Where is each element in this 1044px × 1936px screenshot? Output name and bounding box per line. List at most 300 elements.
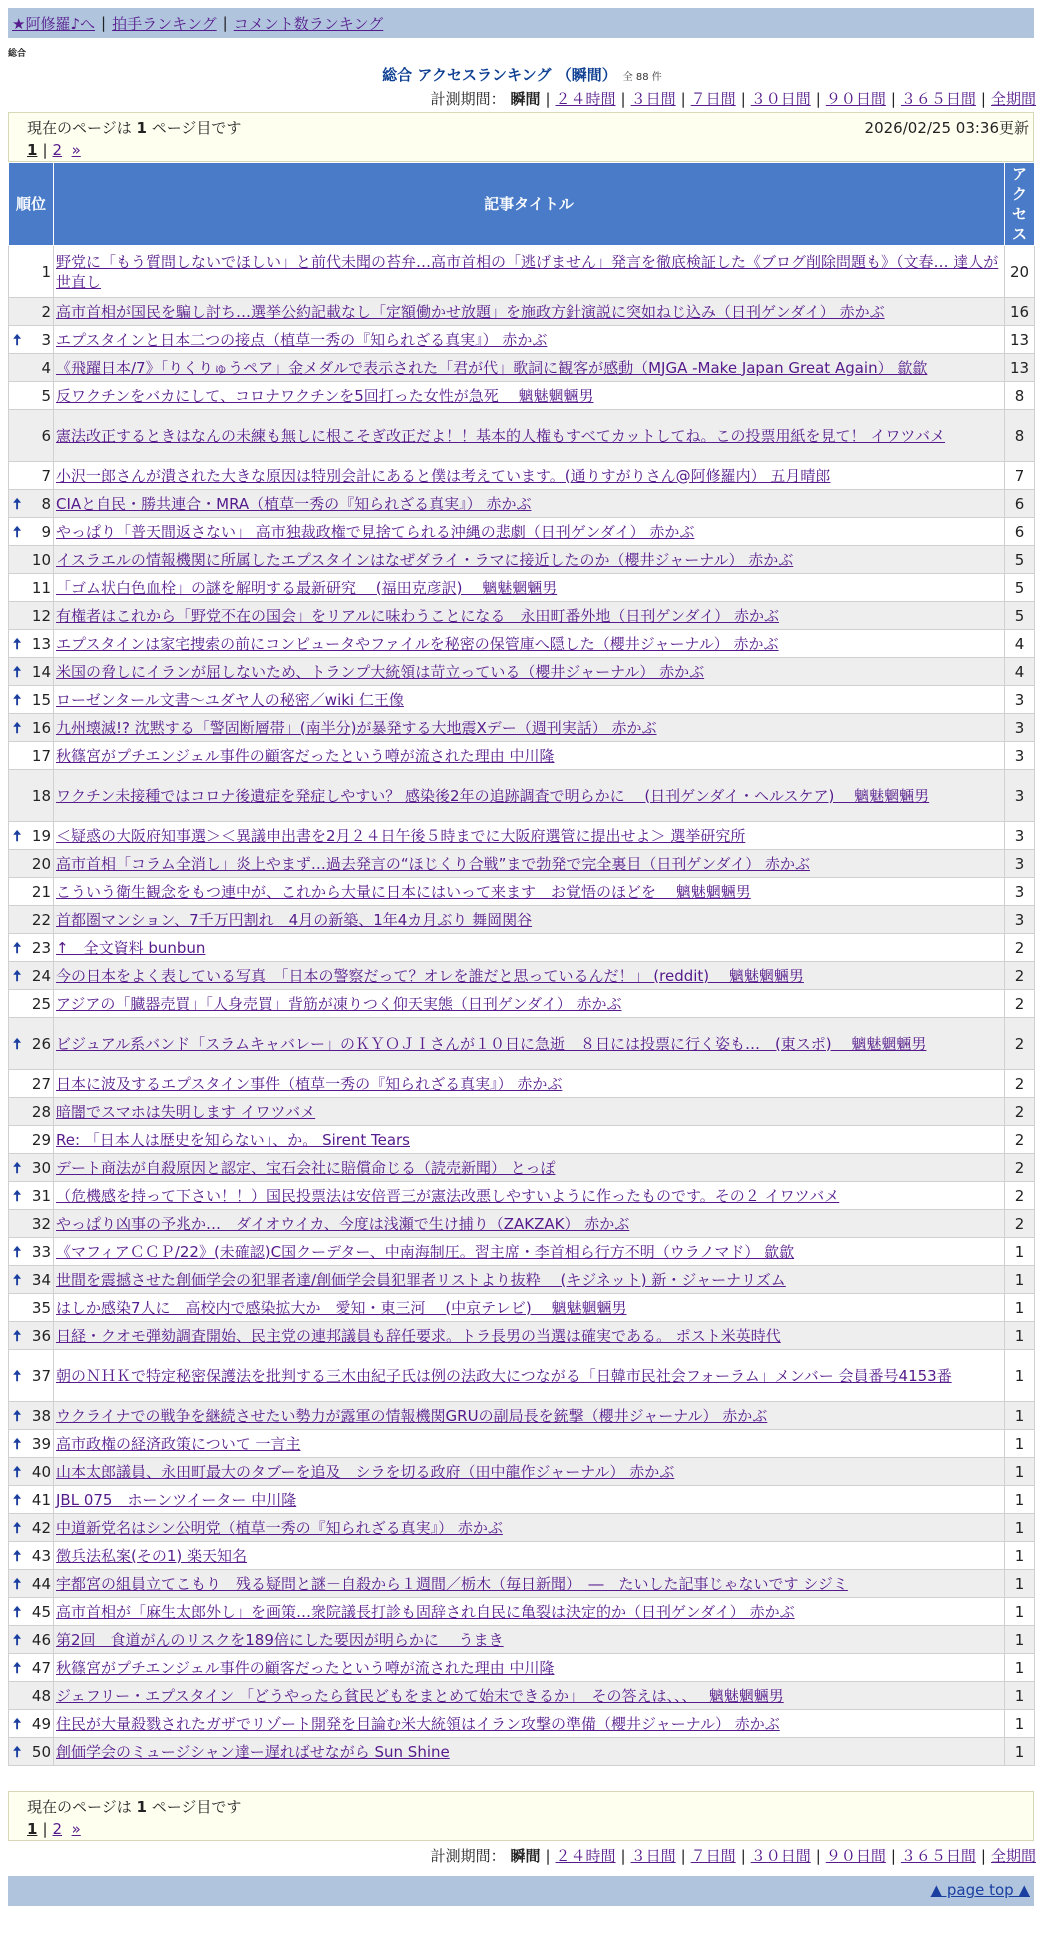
rank-up-arrow-icon: 🠅: [13, 662, 22, 681]
table-row: [9, 714, 1035, 742]
rank-up-arrow-icon: 🠅: [13, 938, 22, 957]
rank-cell: [9, 602, 54, 630]
rank-cell: [9, 1598, 54, 1626]
period-option-4[interactable]: ９０日間: [825, 90, 886, 108]
rank-number: 47: [31, 1658, 51, 1677]
table-row: [9, 1154, 1035, 1182]
rank-number: 3: [41, 330, 51, 349]
rank-number: 35: [31, 1298, 51, 1317]
access-count: 8: [1005, 410, 1035, 462]
table-row: [9, 1654, 1035, 1682]
article-link[interactable]: 首都圏マンション、7千万円割れ 4月の新築、1年4カ月ぶり 舞岡関谷: [56, 910, 533, 929]
rank-cell: [9, 326, 54, 354]
rank-number: 33: [31, 1242, 51, 1261]
table-row: [9, 410, 1035, 462]
rank-number: 31: [31, 1186, 51, 1205]
table-row: [9, 906, 1035, 934]
table-row: [9, 574, 1035, 602]
article-link[interactable]: 反ワクチンをバカにして、コロナワクチンを5回打った女性が急死 魑魅魍魎男: [56, 386, 594, 405]
article-link[interactable]: デート商法が自殺原因と認定、宝石会社に賠償命じる（読売新聞） とっぽ: [56, 1158, 556, 1177]
article-link[interactable]: 朝のＮＨＫで特定秘密保護法を批判する三木由紀子氏は例の法政大につながる「日韓市民社会フォーラム」メンバー 会員番号4153番: [56, 1366, 952, 1385]
column-header-title: 記事タイトル: [54, 163, 1005, 246]
rank-cell: [9, 1682, 54, 1710]
title-cell: [54, 1598, 1005, 1626]
period-label: 計測期間：: [430, 1847, 506, 1865]
rank-cell: [9, 1350, 54, 1402]
article-link[interactable]: 《マフィアＣＣＰ/22》(未確認)C国クーデター、中南海制圧。習主席・李首相ら行方不明（ウラノマド） 歙歙: [56, 1242, 795, 1261]
pager-bottom: [8, 1791, 1034, 1841]
access-count: 13: [1005, 354, 1035, 382]
title-cell: [54, 990, 1005, 1018]
rank-cell: [9, 574, 54, 602]
access-count: 3: [1005, 906, 1035, 934]
access-count: 3: [1005, 770, 1035, 822]
access-count: 1: [1005, 1238, 1035, 1266]
title-cell: [54, 630, 1005, 658]
article-link[interactable]: エプスタインは家宅捜索の前にコンピュータやファイルを秘密の保管庫へ隠した（櫻井ジャーナル） 赤かぶ: [56, 634, 779, 653]
pager-prefix: 現在のページは: [27, 119, 132, 137]
article-link[interactable]: ウクライナでの戦争を継続させたい勢力が露軍の情報機関GRUの副局長を銃撃（櫻井ジャーナル） 赤かぶ: [56, 1406, 768, 1425]
rank-cell: [9, 1430, 54, 1458]
access-count: 4: [1005, 630, 1035, 658]
rank-cell: [9, 990, 54, 1018]
title-cell: [54, 962, 1005, 990]
title-cell: [54, 574, 1005, 602]
title-cell: [54, 1238, 1005, 1266]
table-row: [9, 630, 1035, 658]
access-count: 1: [1005, 1486, 1035, 1514]
access-count: 5: [1005, 574, 1035, 602]
table-row: [9, 1486, 1035, 1514]
period-option-2[interactable]: ７日間: [690, 90, 736, 108]
rank-up-arrow-icon: 🠅: [13, 1658, 22, 1677]
table-row: [9, 1402, 1035, 1430]
access-count: 1: [1005, 1738, 1035, 1766]
rank-number: 43: [31, 1546, 51, 1565]
table-row: [9, 354, 1035, 382]
rank-number: 49: [31, 1714, 51, 1733]
title-cell: [54, 878, 1005, 906]
rank-number: 20: [31, 854, 51, 873]
period-separator: |: [620, 1847, 626, 1865]
title-cell: [54, 906, 1005, 934]
rank-cell: [9, 490, 54, 518]
article-link[interactable]: Re: 「日本人は歴史を知らない」、か。 Sirent Tears: [56, 1130, 410, 1149]
access-count: 2: [1005, 1098, 1035, 1126]
category-label: 総合: [8, 49, 27, 59]
period-separator: |: [680, 90, 686, 108]
table-row: [9, 1182, 1035, 1210]
period-current: 瞬間: [510, 1847, 541, 1865]
rank-number: 9: [41, 522, 51, 541]
rank-number: 18: [31, 786, 51, 805]
access-count: 2: [1005, 934, 1035, 962]
period-separator: |: [680, 1847, 686, 1865]
rank-number: 15: [31, 690, 51, 709]
page-link-2[interactable]: 2: [52, 141, 63, 159]
article-link[interactable]: 世間を震撼させた創価学会の犯罪者達/創価学会員犯罪者リストより抜粋 (キジネット) 新・ジャーナリズム: [56, 1270, 786, 1289]
rank-number: 28: [31, 1102, 51, 1121]
rank-cell: [9, 1626, 54, 1654]
rank-up-arrow-icon: 🠅: [13, 1630, 22, 1649]
period-option-3[interactable]: ３０日間: [750, 1847, 811, 1865]
table-row: [9, 1430, 1035, 1458]
rank-cell: [9, 1182, 54, 1210]
table-row: [9, 1570, 1035, 1598]
article-link[interactable]: 中道新党名はシン公明党（植草一秀の『知られざる真実』） 赤かぶ: [56, 1518, 503, 1537]
current-page-text: [27, 117, 241, 138]
rank-cell: [9, 354, 54, 382]
title-cell: [54, 1430, 1005, 1458]
article-link[interactable]: 宇都宮の組員立てこもり 残る疑問と謎－自殺から１週間／栃木（毎日新聞） ― たいした記事じゃないです シジミ: [56, 1574, 848, 1593]
rank-number: 50: [31, 1742, 51, 1761]
period-option-2[interactable]: ７日間: [690, 1847, 736, 1865]
table-row: [9, 658, 1035, 686]
period-separator: |: [545, 90, 551, 108]
rank-number: 1: [41, 262, 51, 281]
table-row: [9, 1266, 1035, 1294]
rank-up-arrow-icon: 🠅: [13, 1270, 22, 1289]
title-cell: [54, 658, 1005, 686]
article-link[interactable]: 徴兵法私案(その1) 楽天知名: [56, 1546, 248, 1565]
title-cell: [54, 1710, 1005, 1738]
title-cell: [54, 546, 1005, 574]
rank-cell: [9, 462, 54, 490]
pager-top: [8, 112, 1034, 162]
rank-up-arrow-icon: 🠅: [13, 494, 22, 513]
article-link[interactable]: 高市首相「コラム全消し」炎上やまず…過去発言の“ほじくり合戦”まで勃発で完全裏目（日刊ゲンダイ） 赤かぶ: [56, 854, 810, 873]
rank-cell: [9, 1542, 54, 1570]
rank-cell: [9, 246, 54, 298]
title-cell: [54, 354, 1005, 382]
access-count: 3: [1005, 714, 1035, 742]
table-row: [9, 878, 1035, 906]
table-row: [9, 962, 1035, 990]
rank-up-arrow-icon: 🠅: [13, 634, 22, 653]
rank-up-arrow-icon: 🠅: [13, 1742, 22, 1761]
title-cell: [54, 1514, 1005, 1542]
rank-number: 37: [31, 1366, 51, 1385]
title-cell: [54, 770, 1005, 822]
access-count: 3: [1005, 850, 1035, 878]
title-cell: [54, 382, 1005, 410]
period-label: 計測期間：: [430, 90, 506, 108]
comment-ranking-link[interactable]: コメント数ランキング: [233, 14, 384, 33]
access-count: 8: [1005, 382, 1035, 410]
rank-number: 26: [31, 1034, 51, 1053]
table-row: [9, 742, 1035, 770]
article-link[interactable]: 山本太郎議員、永田町最大のタブーを追及 シラを切る政府（田中龍作ジャーナル） 赤かぶ: [56, 1462, 675, 1481]
table-row: [9, 1350, 1035, 1402]
title-cell: [54, 462, 1005, 490]
period-separator: |: [815, 1847, 821, 1865]
access-count: 2: [1005, 1070, 1035, 1098]
access-count: 2: [1005, 990, 1035, 1018]
ranking-table: [8, 162, 1035, 1766]
access-count: 1: [1005, 1430, 1035, 1458]
rank-cell: [9, 1402, 54, 1430]
period-selector-bottom: [431, 1845, 1036, 1866]
rank-cell: [9, 410, 54, 462]
title-cell: [54, 1070, 1005, 1098]
article-link[interactable]: こういう衛生観念をもつ連中が、これから大量に日本にはいって来ます お覚悟のほどを 魑魅魍魎男: [56, 882, 751, 901]
article-link[interactable]: ジェフリー・エプスタイン 「どうやったら貧民どもをまとめて始末できるか」 その答えは、、、 魑魅魍魎男: [56, 1686, 784, 1705]
title-cell: [54, 1018, 1005, 1070]
access-count: 1: [1005, 1654, 1035, 1682]
table-row: [9, 382, 1035, 410]
article-link[interactable]: 住民が大量殺戮されたガザでリゾート開発を目論む米大統領はイラン攻撃の準備（櫻井ジャーナル） 赤かぶ: [56, 1714, 780, 1733]
article-link[interactable]: 米国の脅しにイランが屈しないため、トランプ大統領は苛立っている（櫻井ジャーナル） 赤かぶ: [56, 662, 705, 681]
article-link[interactable]: （危機感を持って下さい！！）国民投票法は安倍晋三が憲法改悪しやすいように作ったものです。その２ イワツバメ: [56, 1186, 840, 1205]
rank-number: 22: [31, 910, 51, 929]
rank-number: 36: [31, 1326, 51, 1345]
title-cell: [54, 1098, 1005, 1126]
period-option-5[interactable]: ３６５日間: [900, 1847, 976, 1865]
table-row: [9, 490, 1035, 518]
access-count: 2: [1005, 1154, 1035, 1182]
article-link[interactable]: 日経・クオモ弾劾調査開始、民主党の連邦議員も辞任要求。トラ長男の当選は確実である。 ポスト米英時代: [56, 1326, 781, 1345]
table-row: [9, 546, 1035, 574]
page-link-current[interactable]: 1: [27, 141, 38, 159]
title-cell: [54, 1294, 1005, 1322]
access-count: 2: [1005, 1182, 1035, 1210]
article-link[interactable]: イスラエルの情報機関に所属したエプスタインはなぜダライ・ラマに接近したのか（櫻井ジャーナル） 赤かぶ: [56, 550, 794, 569]
article-link[interactable]: ↑ 全文資料 bunbun: [56, 938, 206, 957]
article-link[interactable]: やっぱり凶事の予兆か… ダイオウイカ、今度は浅瀬で生け捕り（ZAKZAK） 赤かぶ: [56, 1214, 630, 1233]
rank-up-arrow-icon: 🠅: [13, 1574, 22, 1593]
table-row: [9, 686, 1035, 714]
rank-cell: [9, 962, 54, 990]
article-link[interactable]: 高市首相が国民を騙し討ち…選挙公約記載なし「定額働かせ放題」を施政方針演説に突如ねじ込み（日刊ゲンダイ） 赤かぶ: [56, 302, 885, 321]
table-row: [9, 1126, 1035, 1154]
title-cell: [54, 326, 1005, 354]
title-cell: [54, 602, 1005, 630]
rank-up-arrow-icon: 🠅: [13, 1186, 22, 1205]
period-option-3[interactable]: ３０日間: [750, 90, 811, 108]
title-cell: [54, 1266, 1005, 1294]
rank-number: 7: [41, 466, 51, 485]
period-option-1[interactable]: ３日間: [630, 1847, 676, 1865]
rank-cell: [9, 714, 54, 742]
article-link[interactable]: 暗闇でスマホは失明します イワツバメ: [56, 1102, 316, 1121]
rank-cell: [9, 1570, 54, 1598]
rank-up-arrow-icon: 🠅: [13, 1158, 22, 1177]
article-link[interactable]: ワクチン未接種ではコロナ後遺症を発症しやすい？ 感染後2年の追跡調査で明らかに (日刊ゲンダイ・ヘルスケア) 魑魅魍魎男: [56, 786, 930, 805]
table-row: [9, 1322, 1035, 1350]
table-row: [9, 1098, 1035, 1126]
title-cell: [54, 1458, 1005, 1486]
period-option-1[interactable]: ３日間: [630, 90, 676, 108]
access-count: 3: [1005, 822, 1035, 850]
article-link[interactable]: 「ゴム状白色血栓」の謎を解明する最新研究 (福田克彦訳) 魑魅魍魎男: [56, 578, 558, 597]
article-link[interactable]: 秋篠宮がプチエンジェル事件の顧客だったという噂が流された理由 中川隆: [56, 1658, 555, 1677]
table-row: [9, 1070, 1035, 1098]
ranking-title: 総合 アクセスランキング （瞬間）: [382, 66, 617, 84]
article-link[interactable]: 第2回 食道がんのリスクを189倍にした要因が明らかに うまき: [56, 1630, 504, 1649]
article-link[interactable]: ＜疑惑の大阪府知事選＞＜異議申出書を2月２４日午後５時までに大阪府選管に提出せよ＞ 選挙研究所: [56, 826, 746, 845]
rank-up-arrow-icon: 🠅: [13, 522, 22, 541]
page-separator: |: [42, 141, 48, 159]
page-link-2[interactable]: 2: [52, 1820, 63, 1838]
rank-up-arrow-icon: 🠅: [13, 1366, 22, 1385]
access-count: 2: [1005, 1018, 1035, 1070]
article-link[interactable]: 高市政権の経済政策について 一言主: [56, 1434, 301, 1453]
article-link[interactable]: 創価学会のミュージシャン達ー遅ればせながら Sun Shine: [56, 1742, 450, 1761]
rank-number: 21: [31, 882, 51, 901]
access-count: 6: [1005, 518, 1035, 546]
article-link[interactable]: 《飛躍日本/7》「りくりゅうペア」金メダルで表示された「君が代」歌詞に観客が感動（MJGA -Make Japan Great Again） 歙歙: [56, 358, 928, 377]
rank-cell: [9, 630, 54, 658]
access-count: 1: [1005, 1266, 1035, 1294]
table-row: [9, 518, 1035, 546]
rank-number: 4: [41, 358, 51, 377]
title-cell: [54, 714, 1005, 742]
rank-up-arrow-icon: 🠅: [13, 1490, 22, 1509]
period-separator: |: [740, 1847, 746, 1865]
rank-number: 5: [41, 386, 51, 405]
table-row: [9, 1710, 1035, 1738]
page-next-link[interactable]: »: [71, 1820, 81, 1838]
period-option-6[interactable]: 全期間: [990, 1847, 1036, 1865]
title-cell: [54, 822, 1005, 850]
access-count: 5: [1005, 546, 1035, 574]
article-link[interactable]: はしか感染7人に 高校内で感染拡大か 愛知・東三河 (中京テレビ) 魑魅魍魎男: [56, 1298, 627, 1317]
table-row: [9, 822, 1035, 850]
article-link[interactable]: 野党に「もう質問しないでほしい」と前代未聞の苔弁…高市首相の「逃げません」発言を徹底検証した《ブログ削除問題も》（文春… 達人が世直し: [56, 252, 999, 291]
rank-number: 39: [31, 1434, 51, 1453]
pager-suffix: ページ目です: [151, 119, 242, 137]
clap-ranking-link[interactable]: 拍手ランキング: [112, 14, 217, 33]
rank-cell: [9, 298, 54, 326]
article-link[interactable]: JBL 075 ホーンツイーター 中川隆: [56, 1490, 297, 1509]
article-link[interactable]: やっぱり「普天間返さない」 高市独裁政権で見捨てられる沖縄の悲劇（日刊ゲンダイ） 赤かぶ: [56, 522, 695, 541]
access-count: 13: [1005, 326, 1035, 354]
period-separator: |: [890, 90, 896, 108]
table-row: [9, 934, 1035, 962]
period-separator: |: [890, 1847, 896, 1865]
title-cell: [54, 518, 1005, 546]
article-link[interactable]: 日本に波及するエプスタイン事件（植草一秀の『知られざる真実』） 赤かぶ: [56, 1074, 563, 1093]
rank-number: 48: [31, 1686, 51, 1705]
rank-number: 29: [31, 1130, 51, 1149]
article-link[interactable]: 今の日本をよく表している写真 「日本の警察だって？オレを誰だと思っているんだ！」 (reddit) 魑魅魍魎男: [56, 966, 804, 985]
period-option-0[interactable]: ２４時間: [555, 1847, 616, 1865]
rank-number: 44: [31, 1574, 51, 1593]
title-cell: [54, 410, 1005, 462]
rank-number: 2: [41, 302, 51, 321]
table-row: [9, 1210, 1035, 1238]
rank-cell: [9, 1018, 54, 1070]
ranking-table-body: [9, 246, 1035, 1766]
table-row: [9, 1682, 1035, 1710]
rank-number: 10: [31, 550, 51, 569]
rank-cell: [9, 1514, 54, 1542]
period-option-0[interactable]: ２４時間: [555, 90, 616, 108]
rank-up-arrow-icon: 🠅: [13, 1034, 22, 1053]
title-cell: [54, 1738, 1005, 1766]
bottom-bar: [8, 1876, 1034, 1906]
rank-number: 16: [31, 718, 51, 737]
pager-suffix: ページ目です: [151, 1798, 242, 1816]
title-cell: [54, 1402, 1005, 1430]
table-row: [9, 1018, 1035, 1070]
access-count: 16: [1005, 298, 1035, 326]
rank-cell: [9, 658, 54, 686]
rank-number: 40: [31, 1462, 51, 1481]
table-row: [9, 462, 1035, 490]
period-separator: |: [815, 90, 821, 108]
title-cell: [54, 1570, 1005, 1598]
article-link[interactable]: 小沢一郎さんが潰された大きな原因は特別会計にあると僕は考えています。(通りすがりさん@阿修羅内） 五月晴郎: [56, 466, 831, 485]
rank-up-arrow-icon: 🠅: [13, 1242, 22, 1261]
rank-cell: [9, 1738, 54, 1766]
access-count: 3: [1005, 742, 1035, 770]
article-link[interactable]: アジアの「臓器売買」「人身売買」背筋が凍りつく仰天実態（日刊ゲンダイ） 赤かぶ: [56, 994, 622, 1013]
column-header-access: アクセス: [1005, 163, 1035, 246]
period-option-4[interactable]: ９０日間: [825, 1847, 886, 1865]
page-separator: |: [42, 1820, 48, 1838]
article-link[interactable]: CIAと自民・勝共連合・MRA（植草一秀の『知られざる真実』） 赤かぶ: [56, 494, 532, 513]
article-link[interactable]: 有権者はこれから「野党不在の国会」をリアルに味わうことになる 永田町番外地（日刊ゲンダイ） 赤かぶ: [56, 606, 779, 625]
rank-number: 23: [31, 938, 51, 957]
rank-cell: [9, 1710, 54, 1738]
period-selector-top: [431, 88, 1036, 109]
table-row: [9, 1294, 1035, 1322]
rank-cell: [9, 822, 54, 850]
page-top-link[interactable]: ▲ page top ▲: [930, 1881, 1030, 1899]
home-link[interactable]: ★阿修羅♪へ: [12, 14, 96, 33]
column-header-rank: 順位: [9, 163, 54, 246]
article-link[interactable]: 九州壊滅!? 沈黙する「警固断層帯」(南半分)が暴発する大地震Xデー（週刊実話） 赤かぶ: [56, 718, 657, 737]
rank-cell: [9, 382, 54, 410]
table-row: [9, 770, 1035, 822]
page-links: [27, 1820, 81, 1838]
period-option-6[interactable]: 全期間: [990, 90, 1036, 108]
title-cell: [54, 298, 1005, 326]
article-link[interactable]: 憲法改正するときはなんの未練も無しに根こそぎ改正だよ！！基本的人権もすべてカットしてね。この投票用紙を見て！ イワツバメ: [56, 426, 946, 445]
access-count: 6: [1005, 490, 1035, 518]
period-separator: |: [980, 90, 986, 108]
rank-cell: [9, 1238, 54, 1266]
table-row: [9, 850, 1035, 878]
title-cell: [54, 686, 1005, 714]
rank-number: 17: [31, 746, 51, 765]
title-cell: [54, 1322, 1005, 1350]
rank-number: 34: [31, 1270, 51, 1289]
title-cell: [54, 1182, 1005, 1210]
article-link[interactable]: ビジュアル系バンド「スラムキャバレー」のＫＹＯＪＩさんが１０日に急逝 ８日には投票に行く姿も… (東スポ) 魑魅魍魎男: [56, 1034, 927, 1053]
article-link[interactable]: エプスタインと日本二つの接点（植草一秀の『知られざる真実』） 赤かぶ: [56, 330, 548, 349]
page-next-link[interactable]: »: [71, 141, 81, 159]
page-link-current[interactable]: 1: [27, 1820, 38, 1838]
rank-number: 13: [31, 634, 51, 653]
title-cell: [54, 850, 1005, 878]
rank-cell: [9, 1210, 54, 1238]
period-separator: |: [620, 90, 626, 108]
total-count: 全 88 件: [622, 72, 662, 83]
title-cell: [54, 1654, 1005, 1682]
title-cell: [54, 1682, 1005, 1710]
table-row: [9, 246, 1035, 298]
article-link[interactable]: 秋篠宮がプチエンジェル事件の顧客だったという噂が流された理由 中川隆: [56, 746, 555, 765]
rank-cell: [9, 878, 54, 906]
rank-number: 41: [31, 1490, 51, 1509]
rank-up-arrow-icon: 🠅: [13, 1406, 22, 1425]
article-link[interactable]: 高市首相が「麻生太郎外し」を画策…衆院議長打診も固辞され自民に亀裂は決定的か（日刊ゲンダイ） 赤かぶ: [56, 1602, 795, 1621]
rank-number: 45: [31, 1602, 51, 1621]
period-option-5[interactable]: ３６５日間: [900, 90, 976, 108]
article-link[interactable]: ローゼンタール文書〜ユダヤ人の秘密／wiki 仁王像: [56, 690, 404, 709]
